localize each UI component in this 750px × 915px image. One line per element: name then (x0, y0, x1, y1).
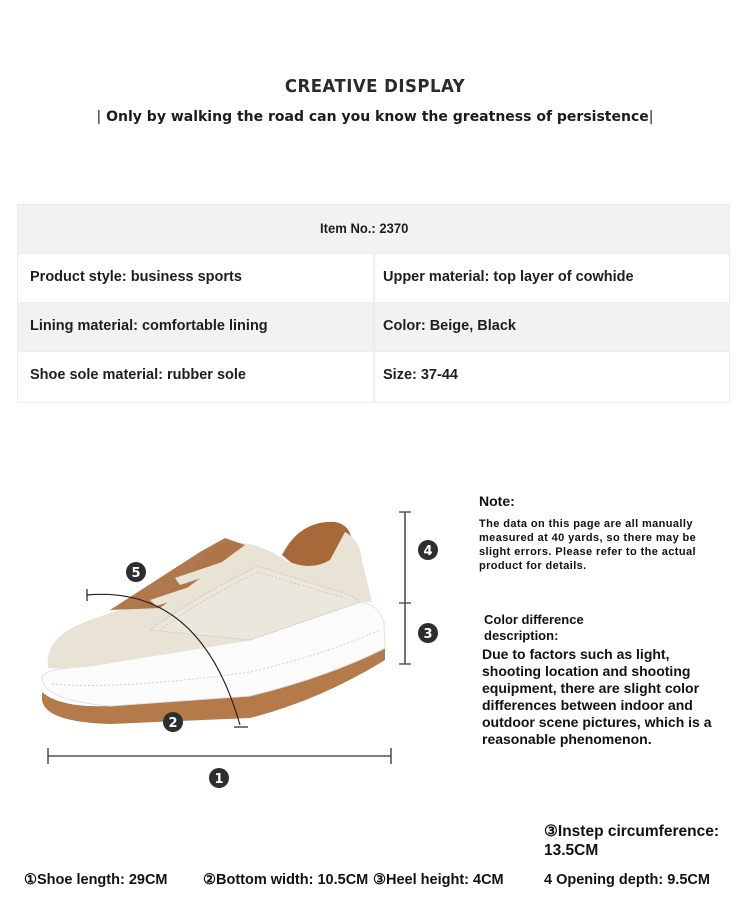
spec-row (18, 303, 729, 352)
marker-1 (209, 768, 229, 788)
height-measure (399, 512, 411, 664)
svg-text:1: 1 (214, 772, 224, 787)
marker-4 (418, 540, 438, 560)
subtitle-text: Only by walking the road can you know the greatness of persistence (106, 109, 649, 125)
marker-5 (126, 562, 146, 582)
bottom-width: ②Bottom width: 10.5CM (203, 872, 369, 888)
marker-2 (163, 712, 183, 732)
color-difference-body: Due to factors such as light, shooting location and shooting equipment, there are slight color differences between indoor and outdoor scene pictures, which is a reasonable phenomenon. (482, 646, 712, 747)
item-number: Item No.: 2370 (320, 220, 409, 236)
color-option: Color: Beige, Black (383, 318, 516, 334)
lining-material: Lining material: comfortable lining (18, 303, 375, 351)
shoe-illustration (42, 522, 385, 724)
heel-height: ③Heel height: 4CM (373, 872, 504, 888)
page-title: CREATIVE DISPLAY (284, 76, 466, 97)
svg-text:2: 2 (168, 716, 178, 731)
spec-row (18, 254, 729, 303)
shoe-measurement-diagram (0, 480, 460, 810)
product-style: Product style: business sports (18, 254, 375, 302)
svg-text:5: 5 (131, 566, 141, 581)
subtitle-bar-right: | (648, 109, 654, 125)
svg-text:3: 3 (423, 627, 433, 642)
opening-depth: 4 Opening depth: 9.5CM (544, 872, 710, 888)
spec-table (17, 204, 730, 403)
marker-3 (418, 623, 438, 643)
spec-header-row (18, 205, 729, 254)
instep-circumference: ③Instep circumference: 13.5CM (544, 823, 719, 859)
sole-material: Shoe sole material: rubber sole (18, 352, 375, 402)
subtitle-bar-left: | (96, 109, 102, 125)
svg-text:4: 4 (423, 544, 433, 559)
upper-material: Upper material: top layer of cowhide (383, 269, 634, 285)
spec-row (18, 352, 729, 402)
note-title: Note: (479, 493, 515, 509)
color-difference-title: Color difference description: (484, 612, 584, 643)
length-measure (48, 748, 391, 764)
page-subtitle (0, 109, 750, 125)
shoe-length: ①Shoe length: 29CM (24, 872, 168, 888)
size-range: Size: 37-44 (383, 367, 458, 383)
note-body: The data on this page are all manually measured at 40 yards, so there may be slight errors. Please refer to the actual product for details. (479, 518, 697, 572)
